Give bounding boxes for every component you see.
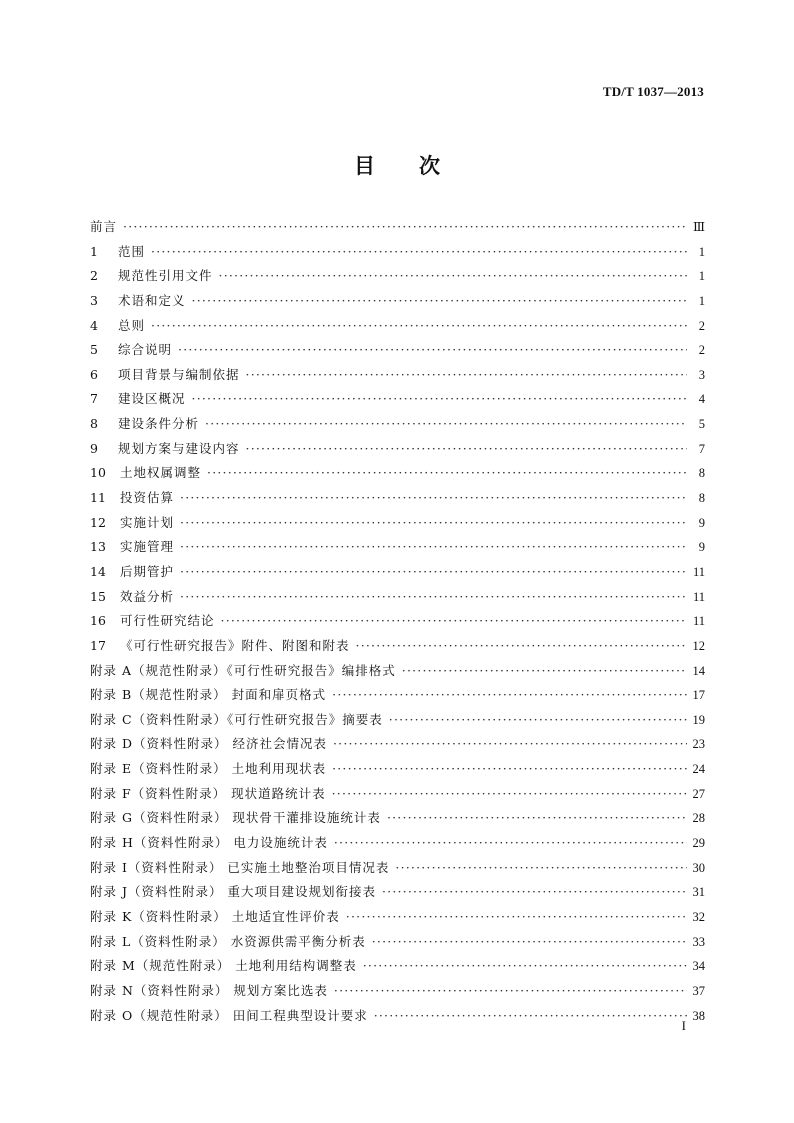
- toc-entry-page: 2: [698, 343, 705, 358]
- toc-leader-dots: [151, 240, 687, 265]
- toc-entry[interactable]: [90, 240, 705, 265]
- toc-entry[interactable]: [90, 461, 705, 486]
- toc-entry-label: 项目背景与编制依据: [118, 366, 240, 382]
- toc-entry-label: 附录 G（资料性附录） 现状骨干灌排设施统计表: [90, 810, 381, 826]
- toc-leader-dots: [180, 535, 687, 560]
- toc-leader-dots: [207, 461, 687, 486]
- toc-entry-label: 附录 I（资料性附录） 已实施土地整治项目情况表: [90, 859, 390, 875]
- toc-entry[interactable]: [90, 609, 705, 634]
- toc-entry[interactable]: [90, 757, 705, 782]
- table-of-contents: [90, 215, 705, 1028]
- toc-leader-dots: [123, 215, 687, 240]
- toc-entry-page: 28: [692, 811, 705, 826]
- toc-leader-dots: [363, 954, 687, 979]
- toc-entry-number: 9: [90, 440, 98, 456]
- toc-entry-page: 1: [698, 244, 705, 259]
- toc-entry-label: 范围: [118, 243, 146, 259]
- toc-entry[interactable]: [90, 314, 705, 339]
- toc-entry[interactable]: [90, 905, 705, 930]
- toc-entry-number: 3: [90, 292, 98, 308]
- toc-entry-page: 29: [692, 836, 705, 851]
- toc-entry[interactable]: [90, 659, 705, 684]
- toc-entry-number: 6: [90, 366, 98, 382]
- toc-entry-page: 1: [698, 293, 705, 308]
- toc-entry-label: 附录 D（资料性附录） 经济社会情况表: [90, 736, 327, 752]
- toc-entry-page: Ⅲ: [692, 220, 705, 234]
- toc-entry[interactable]: [90, 732, 705, 757]
- toc-leader-dots: [192, 289, 687, 314]
- toc-entry[interactable]: [90, 437, 705, 462]
- toc-leader-dots: [192, 387, 687, 412]
- toc-entry-page: 31: [692, 885, 705, 900]
- toc-entry[interactable]: [90, 363, 705, 388]
- toc-entry[interactable]: [90, 930, 705, 955]
- toc-leader-dots: [334, 979, 687, 1004]
- toc-entry[interactable]: [90, 535, 705, 560]
- toc-entry[interactable]: [90, 289, 705, 314]
- toc-entry[interactable]: [90, 831, 705, 856]
- toc-entry-number: 11: [90, 490, 106, 506]
- toc-entry[interactable]: [90, 585, 705, 610]
- toc-entry-page: 9: [698, 540, 705, 555]
- toc-entry-label: 后期管护: [120, 563, 175, 579]
- toc-leader-dots: [372, 930, 687, 955]
- toc-entry-page: 23: [692, 737, 705, 752]
- toc-entry[interactable]: [90, 880, 705, 905]
- toc-leader-dots: [178, 338, 687, 363]
- toc-leader-dots: [205, 412, 687, 437]
- toc-leader-dots: [395, 856, 686, 881]
- toc-entry-number: 15: [90, 588, 106, 604]
- toc-entry-page: 34: [692, 959, 705, 974]
- toc-leader-dots: [389, 708, 687, 733]
- toc-entry[interactable]: [90, 511, 705, 536]
- toc-entry-label: 总则: [118, 317, 146, 333]
- toc-entry-number: 12: [90, 514, 106, 530]
- toc-entry-number: 17: [90, 637, 106, 653]
- toc-entry-number: 14: [90, 563, 106, 579]
- toc-entry[interactable]: [90, 856, 705, 881]
- page-title-char-2: 次: [419, 154, 440, 178]
- page-title: [0, 150, 794, 180]
- toc-entry-page: 3: [698, 367, 705, 382]
- toc-entry-label: 附录 M（规范性附录） 土地利用结构调整表: [90, 958, 357, 974]
- toc-entry-label: 建设条件分析: [118, 416, 200, 432]
- toc-entry-label: 术语和定义: [118, 292, 186, 308]
- toc-entry-label: 附录 E（资料性附录） 土地利用现状表: [90, 761, 327, 777]
- toc-leader-dots: [374, 1004, 687, 1029]
- toc-entry-label: 附录 K（资料性附录） 土地适宜性评价表: [90, 908, 340, 924]
- toc-entry[interactable]: [90, 486, 705, 511]
- toc-entry-label: 综合说明: [118, 342, 173, 358]
- toc-leader-dots: [246, 437, 687, 462]
- toc-entry[interactable]: [90, 979, 705, 1004]
- toc-entry-page: 9: [698, 515, 705, 530]
- toc-entry-label: 附录 H（资料性附录） 电力设施统计表: [90, 835, 328, 851]
- toc-entry-page: 11: [692, 564, 705, 579]
- toc-entry-page: 7: [698, 441, 705, 456]
- toc-leader-dots: [180, 585, 687, 610]
- toc-entry[interactable]: [90, 560, 705, 585]
- toc-entry[interactable]: [90, 806, 705, 831]
- toc-entry-page: 4: [698, 392, 705, 407]
- toc-entry-number: 8: [90, 416, 98, 432]
- toc-entry-page: 5: [698, 417, 705, 432]
- toc-entry-label: 附录 L（资料性附录） 水资源供需平衡分析表: [90, 933, 366, 949]
- toc-entry-number: 4: [90, 317, 98, 333]
- toc-leader-dots: [151, 314, 687, 339]
- toc-entry-page: 8: [698, 491, 705, 506]
- page-number: I: [681, 1018, 686, 1033]
- toc-entry-page: 33: [692, 934, 705, 949]
- toc-entry-label: 附录 B（规范性附录） 封面和扉页格式: [90, 687, 327, 703]
- toc-entry-label: 附录 A（规范性附录）《可行性研究报告》编排格式: [90, 662, 396, 678]
- toc-leader-dots: [180, 560, 687, 585]
- toc-entry-page: 38: [692, 1008, 705, 1023]
- toc-leader-dots: [402, 659, 687, 684]
- toc-leader-dots: [356, 634, 687, 659]
- toc-entry-page: 30: [692, 860, 705, 875]
- toc-entry-label: 土地权属调整: [120, 465, 202, 481]
- toc-entry-page: 1: [698, 269, 705, 284]
- document-code: TD/T 1037—2013: [602, 84, 704, 99]
- toc-leader-dots: [332, 782, 687, 807]
- toc-leader-dots: [332, 683, 686, 708]
- toc-entry-page: 17: [692, 688, 705, 703]
- toc-entry-number: 13: [90, 539, 106, 555]
- toc-leader-dots: [334, 831, 687, 856]
- toc-entry-number: 10: [90, 465, 106, 481]
- toc-entry-label: 规范性引用文件: [118, 268, 213, 284]
- toc-entry-label: 附录 C（资料性附录）《可行性研究报告》摘要表: [90, 711, 383, 727]
- toc-entry-label: 实施计划: [120, 514, 175, 530]
- toc-entry-label: 规划方案与建设内容: [118, 440, 240, 456]
- toc-entry-label: 建设区概况: [118, 391, 186, 407]
- toc-leader-dots: [387, 806, 687, 831]
- toc-entry-page: 8: [698, 466, 705, 481]
- toc-entry-page: 32: [692, 909, 705, 924]
- toc-entry-label: 附录 N（资料性附录） 规划方案比选表: [90, 982, 328, 998]
- toc-entry-label: 效益分析: [120, 588, 175, 604]
- toc-entry-label: 附录 F（资料性附录） 现状道路统计表: [90, 785, 326, 801]
- page-title-char-1: 目: [354, 154, 375, 178]
- toc-entry-number: 7: [90, 391, 98, 407]
- toc-entry-page: 14: [692, 663, 705, 678]
- toc-entry[interactable]: [90, 683, 705, 708]
- toc-entry-label: 实施管理: [120, 539, 175, 555]
- toc-entry-page: 37: [692, 983, 705, 998]
- toc-entry-page: 11: [692, 589, 705, 604]
- toc-entry-page: 27: [692, 786, 705, 801]
- toc-entry-label: 可行性研究结论: [120, 613, 215, 629]
- toc-leader-dots: [246, 363, 687, 388]
- toc-entry-number: 16: [90, 613, 106, 629]
- toc-leader-dots: [333, 732, 687, 757]
- toc-leader-dots: [382, 880, 687, 905]
- toc-entry[interactable]: [90, 954, 705, 979]
- toc-entry[interactable]: [90, 387, 705, 412]
- toc-leader-dots: [221, 609, 687, 634]
- toc-entry[interactable]: [90, 338, 705, 363]
- toc-entry-page: 2: [698, 318, 705, 333]
- toc-leader-dots: [180, 486, 687, 511]
- toc-entry-label: 附录 J（资料性附录） 重大项目建设规划衔接表: [90, 884, 376, 900]
- toc-entry-label: 前言: [90, 219, 118, 234]
- toc-entry-number: 5: [90, 342, 98, 358]
- toc-entry[interactable]: [90, 708, 705, 733]
- toc-entry[interactable]: [90, 782, 705, 807]
- toc-entry-label: 投资估算: [120, 490, 175, 506]
- toc-entry[interactable]: [90, 1004, 705, 1029]
- toc-entry-page: 24: [692, 762, 705, 777]
- toc-leader-dots: [180, 511, 687, 536]
- toc-leader-dots: [219, 264, 687, 289]
- toc-entry-number: 1: [90, 243, 98, 259]
- toc-entry[interactable]: [90, 264, 705, 289]
- toc-entry-label: 附录 O（规范性附录） 田间工程典型设计要求: [90, 1007, 368, 1023]
- toc-entry-page: 12: [692, 638, 705, 653]
- toc-entry[interactable]: [90, 634, 705, 659]
- toc-entry-label: 《可行性研究报告》附件、附图和附表: [120, 637, 350, 653]
- toc-entry-page: 11: [692, 614, 705, 629]
- toc-entry-page: 19: [692, 712, 705, 727]
- toc-entry[interactable]: [90, 215, 705, 240]
- toc-leader-dots: [332, 757, 686, 782]
- toc-leader-dots: [346, 905, 687, 930]
- toc-entry[interactable]: [90, 412, 705, 437]
- toc-entry-number: 2: [90, 268, 98, 284]
